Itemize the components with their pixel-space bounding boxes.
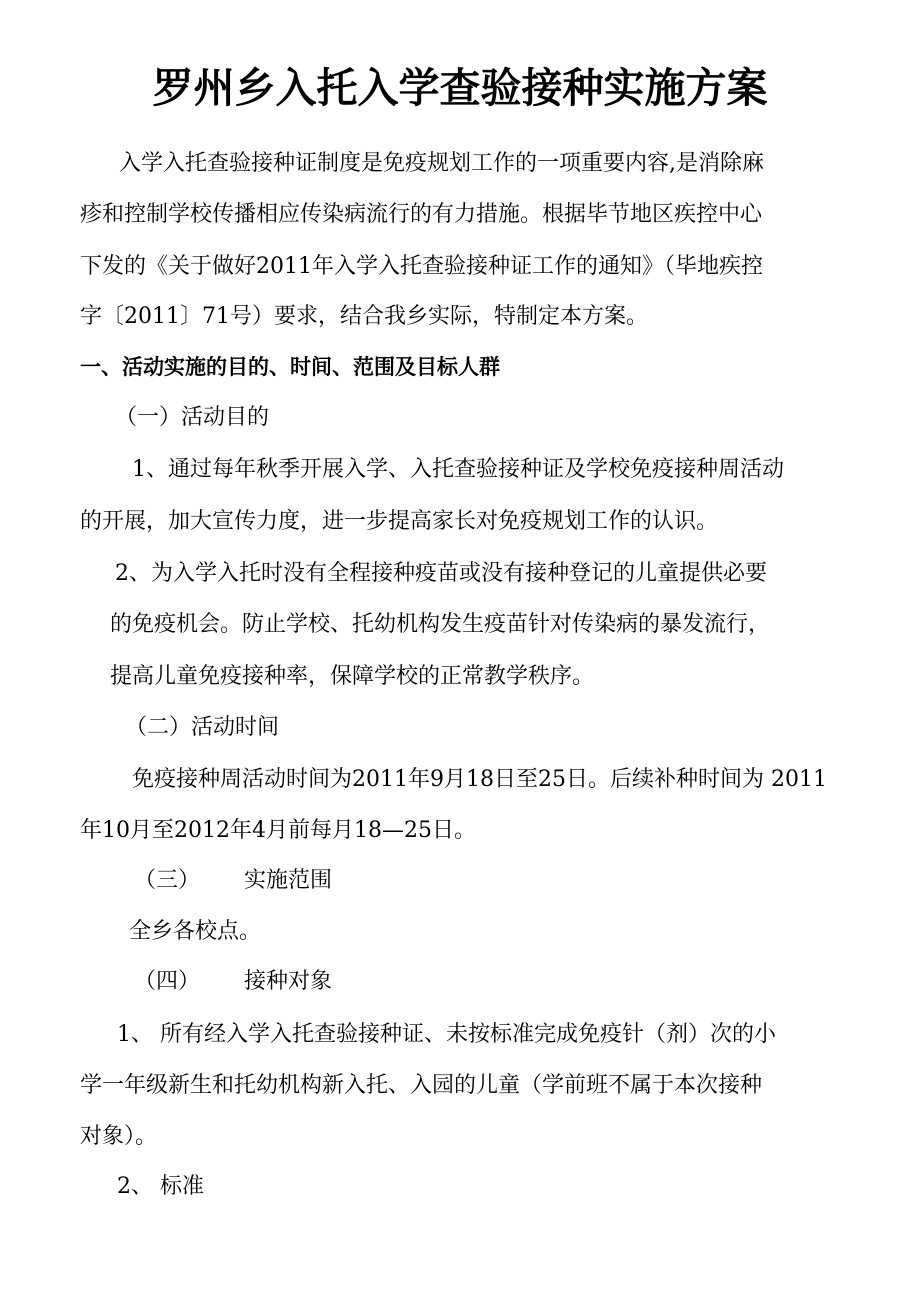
purpose-1-line-1: 1、通过每年秋季开展入学、入托查验接种证及学校免疫接种周活动: [132, 457, 784, 482]
intro-line-3: 下发的《关于做好2011年入学入托查验接种证工作的通知》（毕地疾控: [80, 254, 763, 279]
intro-line-2: 疹和控制学校传播相应传染病流行的有力措施。根据毕节地区疾控中心: [80, 202, 763, 227]
subsection-1-heading: （一）活动目的: [115, 405, 270, 430]
subsection-3-label: 实施范围: [244, 868, 333, 893]
target-1-line-1: 1、 所有经入学入托查验接种证、未按标准完成免疫针（剂）次的小: [117, 1022, 776, 1047]
time-line-1: 免疫接种周活动时间为2011年9月18日至25日。后续补种时间为 2011: [132, 767, 827, 792]
subsection-3-heading: [134, 866, 332, 896]
purpose-2-line-3: 提高儿童免疫接种率，保障学校的正常教学秩序。: [110, 664, 595, 689]
section-1-heading: 一、活动实施的目的、时间、范围及目标人群: [80, 355, 500, 379]
time-line-2: 年10月至2012年4月前每月18—25日。: [80, 818, 476, 843]
target-1-line-2: 学一年级新生和托幼机构新入托、入园的儿童（学前班不属于本次接种: [80, 1073, 763, 1098]
purpose-2-line-2: 的免疫机会。防止学校、托幼机构发生疫苗针对传染病的暴发流行，: [110, 612, 771, 637]
intro-line-1: 入学入托查验接种证制度是免疫规划工作的一项重要内容,是消除麻: [119, 151, 764, 176]
subsection-3-number: （三）: [134, 868, 201, 893]
subsection-4-number: （四）: [134, 969, 201, 994]
purpose-2-line-1: 2、为入学入托时没有全程接种疫苗或没有接种登记的儿童提供必要: [115, 561, 767, 586]
target-1-line-3: 对象）。: [80, 1124, 158, 1149]
intro-line-4: 字〔2011〕71号）要求，结合我乡实际，特制定本方案。: [80, 304, 648, 329]
subsection-2-heading: （二）活动时间: [125, 715, 280, 740]
scope-text: 全乡各校点。: [129, 919, 262, 944]
purpose-1-line-2: 的开展，加大宣传力度，进一步提高家长对免疫规划工作的认识。: [80, 509, 719, 534]
subsection-4-label: 接种对象: [244, 969, 333, 994]
subsection-4-heading: [134, 967, 332, 997]
document-title: 罗州乡入托入学查验接种实施方案: [152, 64, 768, 112]
target-2-line: 2、 标准: [117, 1174, 204, 1199]
